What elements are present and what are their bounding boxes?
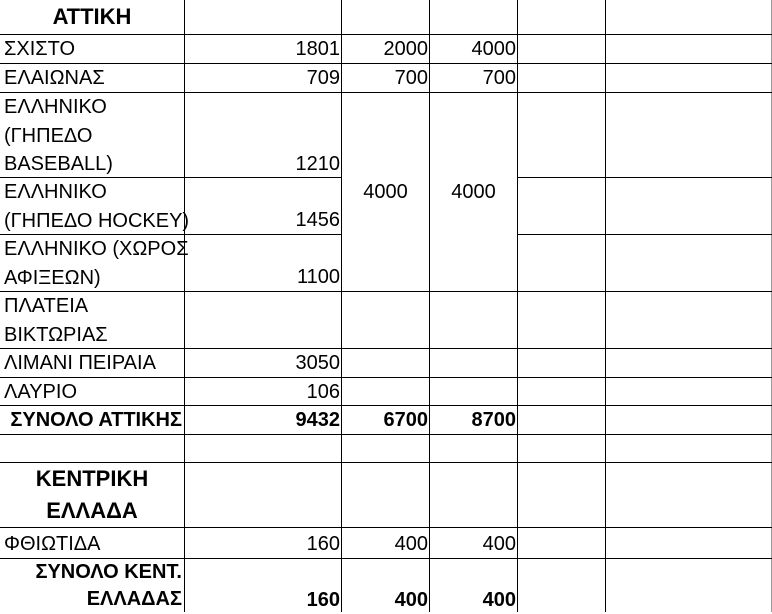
region-header-kentriki (0, 463, 184, 527)
total-value: 400 (394, 589, 428, 611)
row-label: ΛΙΜΑΝΙ ΠΕΙΡΑΙΑ (4, 352, 156, 374)
value-cell: 106 (306, 381, 340, 403)
total-value: 9432 (295, 409, 340, 431)
value-cell: 1210 (295, 153, 340, 175)
row-label: ΕΛΛΗΝΙΚΟ (ΓΗΠΕΔΟ HOCKEY) (4, 181, 190, 232)
region-header-line: ΑΤΤΙΚΗ (52, 4, 132, 29)
row-label: ΕΛΛΗΝΙΚΟ (ΧΩΡΟΣ ΑΦΙΞΕΩΝ) (4, 238, 189, 289)
value-cell: 1456 (295, 209, 340, 231)
merged-value-cell: 4000 (363, 181, 408, 203)
row-label: ΣΧΙΣΤΟ (4, 38, 76, 60)
row-label: ΕΛΑΙΩΝΑΣ (4, 67, 105, 89)
value-cell: 1801 (295, 38, 340, 60)
value-cell: 709 (306, 67, 340, 89)
value-cell: 700 (482, 67, 516, 89)
total-label: ΣΥΝΟΛΟ ΚΕΝΤ. ΕΛΛΑΔΑΣ (35, 561, 182, 610)
value-cell: 3050 (295, 352, 340, 374)
value-cell: 400 (394, 533, 428, 555)
total-value: 8700 (471, 409, 516, 431)
total-value: 160 (306, 589, 340, 611)
region-header-attiki (0, 0, 184, 34)
row-label: ΠΛΑΤΕΙΑ ΒΙΚΤΩΡΙΑΣ (4, 295, 108, 346)
row-label: ΛΑΥΡΙΟ (4, 381, 78, 403)
row-label: ΦΘΙΩΤΙΔΑ (4, 533, 101, 555)
value-cell: 700 (394, 67, 428, 89)
value-cell: 1100 (296, 266, 340, 288)
total-value: 6700 (383, 409, 428, 431)
value-cell: 2000 (383, 38, 428, 60)
value-cell: 160 (306, 533, 340, 555)
region-header-line: ΕΛΛΑΔΑ (46, 498, 138, 523)
merged-value-cell: 4000 (451, 181, 496, 203)
row-label: ΕΛΛΗΝΙΚΟ (ΓΗΠΕΔΟ BASEBALL) (4, 96, 113, 175)
total-value: 400 (482, 589, 516, 611)
total-label: ΣΥΝΟΛΟ ΑΤΤΙΚΗΣ (10, 409, 182, 431)
value-cell: 400 (482, 533, 516, 555)
region-header-line: ΚΕΝΤΡΙΚΗ (35, 466, 149, 491)
value-cell: 4000 (471, 38, 516, 60)
